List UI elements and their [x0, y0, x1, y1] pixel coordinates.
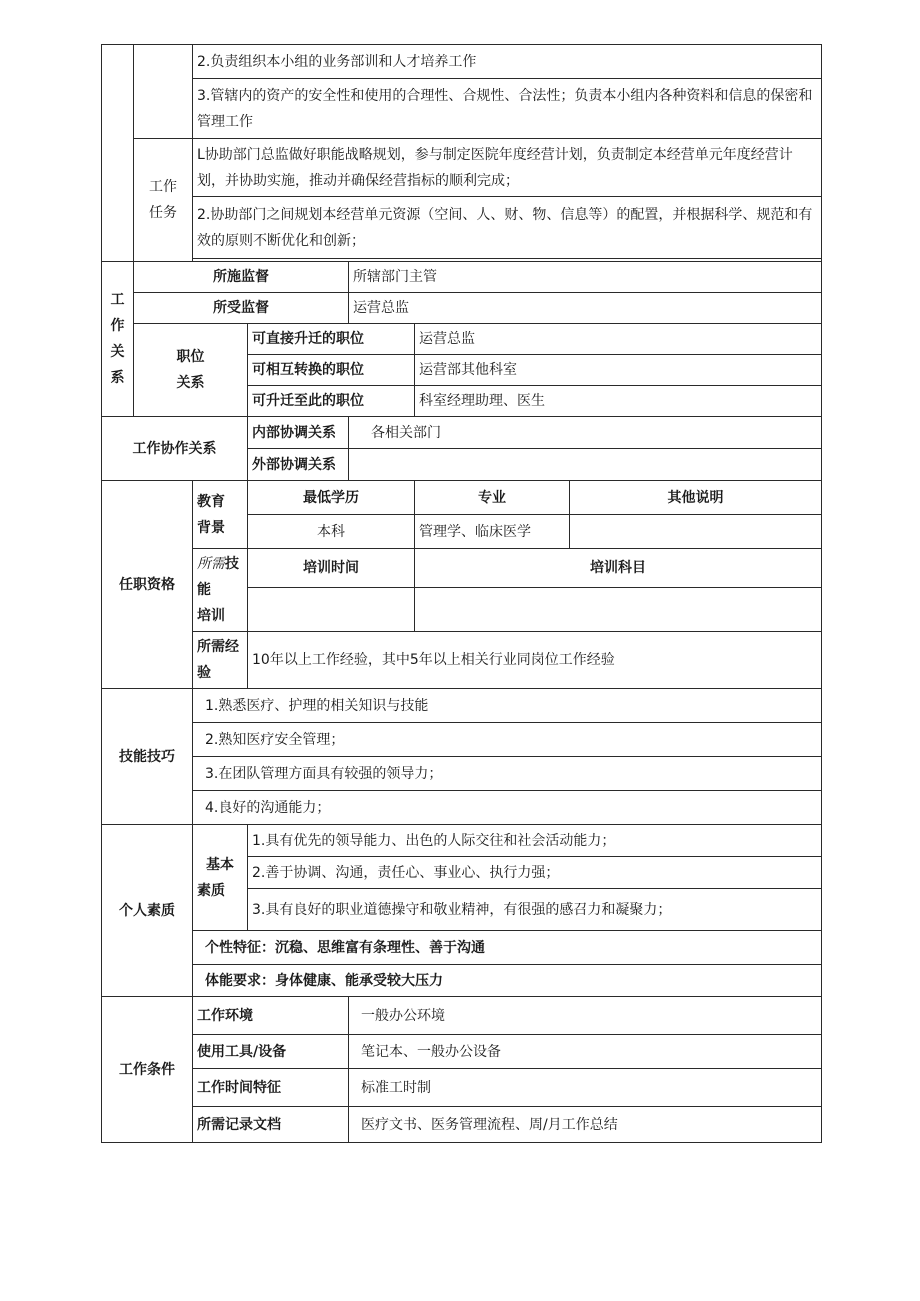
- position-label: 职位 关系: [134, 324, 248, 417]
- experience-row: [102, 632, 822, 689]
- condition-value-tools: 笔记本、一般办公设备: [349, 1035, 822, 1069]
- qualification-row: [102, 481, 822, 515]
- experience-label: 所需经 验: [193, 632, 248, 689]
- skill-row: [102, 689, 822, 723]
- condition-label-environment: 工作环境: [193, 997, 349, 1035]
- condition-value-worktime: 标准工时制: [349, 1069, 822, 1107]
- relations-label: 工作 关系: [102, 262, 134, 417]
- training-label: 所需技 能 培训: [193, 549, 248, 632]
- skills-label: 技能技巧: [102, 689, 193, 825]
- duty-row: [102, 79, 822, 139]
- value-other: [570, 515, 822, 549]
- training-row: [102, 549, 822, 588]
- supervise-label: 所施监督: [134, 262, 349, 293]
- position-row: [102, 324, 822, 355]
- skill-item-1: 1.熟悉医疗、护理的相关知识与技能: [193, 689, 822, 723]
- job-description-table: [101, 44, 822, 1143]
- condition-row: [102, 1035, 822, 1069]
- condition-row: [102, 1107, 822, 1143]
- relation-row: [102, 262, 822, 293]
- external-label: 外部协调关系: [248, 449, 349, 481]
- condition-value-documents: 医疗文书、医务管理流程、周/月工作总结: [349, 1107, 822, 1143]
- skill-item-2: 2.熟知医疗安全管理；: [193, 723, 822, 757]
- internal-value: 各相关部门: [349, 417, 822, 449]
- personal-label: 个人素质: [102, 825, 193, 997]
- position-label-promote-to: 可升迁至此的职位: [248, 386, 415, 417]
- personal-row: [102, 931, 822, 965]
- condition-label-tools: 使用工具/设备: [193, 1035, 349, 1069]
- header-training-time: 培训时间: [248, 549, 415, 588]
- condition-row: [102, 1069, 822, 1107]
- header-training-subject: 培训科目: [415, 549, 822, 588]
- task-label: 工作 任务: [134, 139, 193, 262]
- condition-value-environment: 一般办公环境: [349, 997, 822, 1035]
- education-label: 教育 背景: [193, 481, 248, 549]
- duty-row: [102, 139, 822, 197]
- duties-sub-cell: [134, 45, 193, 139]
- condition-label-worktime: 工作时间特征: [193, 1069, 349, 1107]
- personal-item-1: 1.具有优先的领导能力、出色的人际交往和社会活动能力；: [248, 825, 822, 857]
- skill-row: [102, 791, 822, 825]
- job-description-document: [101, 44, 821, 1143]
- skill-item-3: 3.在团队管理方面具有较强的领导力；: [193, 757, 822, 791]
- position-value-mutual: 运营部其他科室: [415, 355, 822, 386]
- header-other: 其他说明: [570, 481, 822, 515]
- training-time-value: [248, 587, 415, 631]
- personality-trait: 个性特征：沉稳、思维富有条理性、善于沟通: [193, 931, 822, 965]
- header-major: 专业: [415, 481, 570, 515]
- task-item-1: L协助部门总监做好职能战略规划，参与制定医院年度经营计划，负责制定本经营单元年度经营计划，并协助实施，推动并确保经营指标的顺利完成；: [193, 139, 822, 197]
- position-value-promote-to: 科室经理助理、医生: [415, 386, 822, 417]
- header-min-degree: 最低学历: [248, 481, 415, 515]
- duty-row: [102, 197, 822, 259]
- experience-value: 10年以上工作经验，其中5年以上相关行业同岗位工作经验: [248, 632, 822, 689]
- external-value: [349, 449, 822, 481]
- supervise-value: 所辖部门主管: [349, 262, 822, 293]
- personal-item-3: 3.具有良好的职业道德操守和敬业精神，有很强的感召力和凝聚力；: [248, 889, 822, 931]
- duty-row: [102, 45, 822, 79]
- basic-quality-label: 基本 素质: [193, 825, 248, 931]
- supervised-value: 运营总监: [349, 293, 822, 324]
- personal-row: [102, 965, 822, 997]
- position-value-direct: 运营总监: [415, 324, 822, 355]
- training-subject-value: [415, 587, 822, 631]
- mgmt-item-3: 3.管辖内的资产的安全性和使用的合理性、合规性、合法性；负责本小组内各种资料和信息的保密和管理工作: [193, 79, 822, 139]
- relation-row: [102, 293, 822, 324]
- internal-label: 内部协调关系: [248, 417, 349, 449]
- cooperation-row: [102, 417, 822, 449]
- task-item-2: 2.协助部门之间规划本经营单元资源（空间、人、财、物、信息等）的配置，并根据科学、规范和有效的原则不断优化和创新；: [193, 197, 822, 259]
- personal-item-2: 2.善于协调、沟通，责任心、事业心、执行力强；: [248, 857, 822, 889]
- skill-row: [102, 757, 822, 791]
- skill-row: [102, 723, 822, 757]
- duties-left-cell: [102, 45, 134, 262]
- value-major: 管理学、临床医学: [415, 515, 570, 549]
- physical-requirement: 体能要求：身体健康、能承受较大压力: [193, 965, 822, 997]
- skill-item-4: 4.良好的沟通能力；: [193, 791, 822, 825]
- mgmt-item-2: 2.负责组织本小组的业务部训和人才培养工作: [193, 45, 822, 79]
- cooperation-label: 工作协作关系: [102, 417, 248, 481]
- position-label-direct: 可直接升迁的职位: [248, 324, 415, 355]
- condition-row: [102, 997, 822, 1035]
- supervised-label: 所受监督: [134, 293, 349, 324]
- condition-label-documents: 所需记录文档: [193, 1107, 349, 1143]
- conditions-label: 工作条件: [102, 997, 193, 1143]
- qualification-label: 任职资格: [102, 481, 193, 689]
- personal-row: [102, 825, 822, 857]
- value-min-degree: 本科: [248, 515, 415, 549]
- position-label-mutual: 可相互转换的职位: [248, 355, 415, 386]
